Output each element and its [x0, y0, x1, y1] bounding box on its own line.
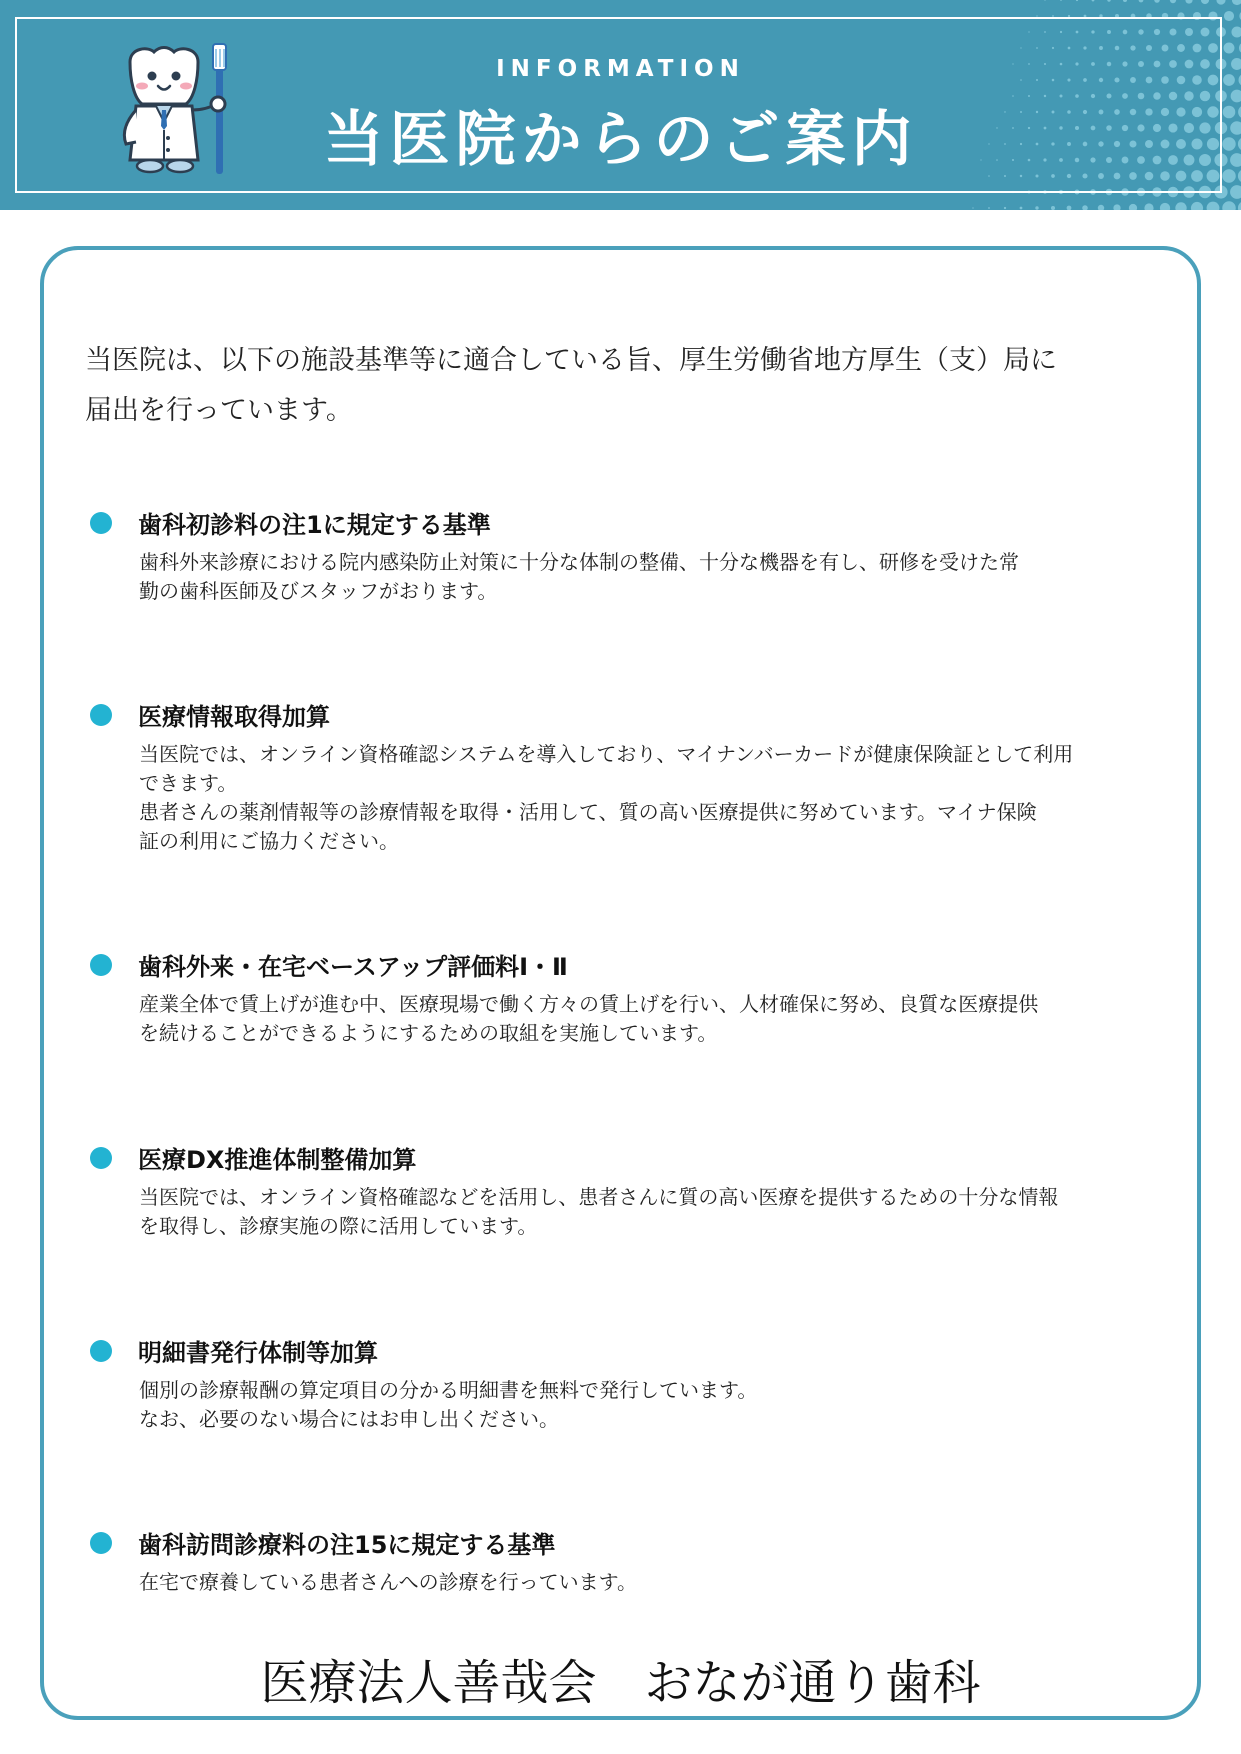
halftone-dot	[1207, 202, 1220, 210]
clinic-name: おなが通り歯科	[644, 1655, 981, 1711]
bullet-dot-icon	[90, 704, 112, 726]
halftone-dot	[1222, 201, 1236, 210]
halftone-dot	[1067, 206, 1072, 210]
item-title: 明細書発行体制等加算	[138, 1339, 378, 1367]
halftone-dot	[1060, 0, 1062, 1]
description-line: 歯科外来診療における院内感染防止対策に十分な体制の整備、十分な機器を有し、研修を受けた常	[139, 550, 1019, 574]
bullet-dot-icon	[90, 1532, 112, 1554]
description-line: 患者さんの薬剤情報等の診療情報を取得・活用して、質の高い医療提供に努めています。マイナ保険	[139, 800, 1037, 824]
halftone-dot	[1230, 185, 1241, 199]
content-card	[40, 246, 1201, 1720]
halftone-dot	[1175, 202, 1186, 210]
halftone-dot	[1020, 207, 1023, 210]
description-line: を取得し、診療実施の際に活用しています。	[139, 1214, 538, 1238]
halftone-dot	[1154, 0, 1160, 3]
intro-text	[85, 336, 1165, 436]
halftone-dot	[1113, 204, 1120, 210]
item-description	[139, 1183, 1139, 1241]
description-line: を続けることができるようにするための取組を実施しています。	[139, 1021, 718, 1045]
bullet-dot-icon	[90, 1147, 112, 1169]
bullet-dot-icon	[90, 1340, 112, 1362]
halftone-dot	[1123, 0, 1127, 2]
item-description	[139, 1568, 1139, 1597]
halftone-dot	[1201, 0, 1209, 4]
description-line: できます。	[139, 771, 238, 795]
banner-subtitle: INFORMATION	[496, 56, 745, 82]
clinic-name-footer	[0, 1644, 1241, 1713]
item-title: 医療DX推進体制整備加算	[138, 1146, 417, 1174]
description-line: なお、必要のない場合にはお申し出ください。	[139, 1407, 559, 1431]
halftone-dot	[1231, 26, 1241, 37]
halftone-dot	[972, 207, 973, 208]
halftone-dot	[1092, 0, 1095, 1]
halftone-dot	[1185, 0, 1192, 4]
halftone-dot	[1082, 205, 1088, 210]
description-line: 当医院では、オンライン資格確認などを活用し、患者さんに質の高い医療を提供するための十分な情報	[139, 1185, 1059, 1209]
item-description	[139, 548, 1139, 606]
halftone-dot	[1191, 202, 1203, 210]
halftone-dot	[988, 207, 990, 209]
halftone-dot	[1170, 0, 1176, 3]
halftone-dot	[1107, 0, 1110, 2]
halftone-dot	[1139, 0, 1144, 2]
bullet-dot-icon	[90, 512, 112, 534]
intro-line: 当医院は、以下の施設基準等に適合している旨、厚生労働省地方厚生（支）局に	[85, 345, 1057, 376]
corporation-name: 医療法人善哉会	[260, 1655, 597, 1711]
item-title: 医療情報取得加算	[138, 703, 330, 731]
halftone-dot	[1224, 43, 1235, 54]
page-title: 当医院からのご案内	[323, 105, 918, 175]
item-title: 歯科訪問診療料の注15に規定する基準	[138, 1531, 556, 1559]
halftone-dot	[1232, 0, 1241, 5]
description-line: 産業全体で賃上げが進む中、医療現場で働く方々の賃上げを行い、人材確保に努め、良質な医療提供	[139, 992, 1039, 1016]
halftone-dot	[1224, 11, 1234, 21]
halftone-dot	[1044, 0, 1045, 1]
halftone-dot	[1144, 203, 1153, 210]
intro-line: 届出を行っています。	[85, 395, 353, 426]
item-description	[139, 1376, 1139, 1434]
halftone-dot	[1160, 203, 1170, 210]
bullet-dot-icon	[90, 954, 112, 976]
halftone-dot	[1035, 206, 1038, 209]
description-line: 当医院では、オンライン資格確認システムを導入しており、マイナンバーカードが健康保険証として利用	[139, 742, 1074, 766]
halftone-dot	[1051, 206, 1055, 210]
description-line: 証の利用にご協力ください。	[139, 829, 399, 853]
item-description	[139, 740, 1139, 856]
halftone-dot	[1216, 0, 1225, 5]
item-title: 歯科初診料の注1に規定する基準	[138, 511, 491, 539]
item-description	[139, 990, 1139, 1048]
halftone-dot	[1098, 205, 1104, 210]
description-line: 個別の診療報酬の算定項目の分かる明細書を無料で発行しています。	[139, 1378, 758, 1402]
halftone-dot	[1076, 0, 1078, 1]
header-banner	[0, 0, 1241, 210]
item-title: 歯科外来・在宅ベースアップ評価料Ⅰ・Ⅱ	[138, 953, 568, 981]
description-line: 在宅で療養している患者さんへの診療を行っています。	[139, 1570, 637, 1594]
description-line: 勤の歯科医師及びスタッフがおります。	[139, 579, 498, 603]
halftone-dot	[1004, 207, 1006, 209]
halftone-dot	[1129, 204, 1137, 210]
